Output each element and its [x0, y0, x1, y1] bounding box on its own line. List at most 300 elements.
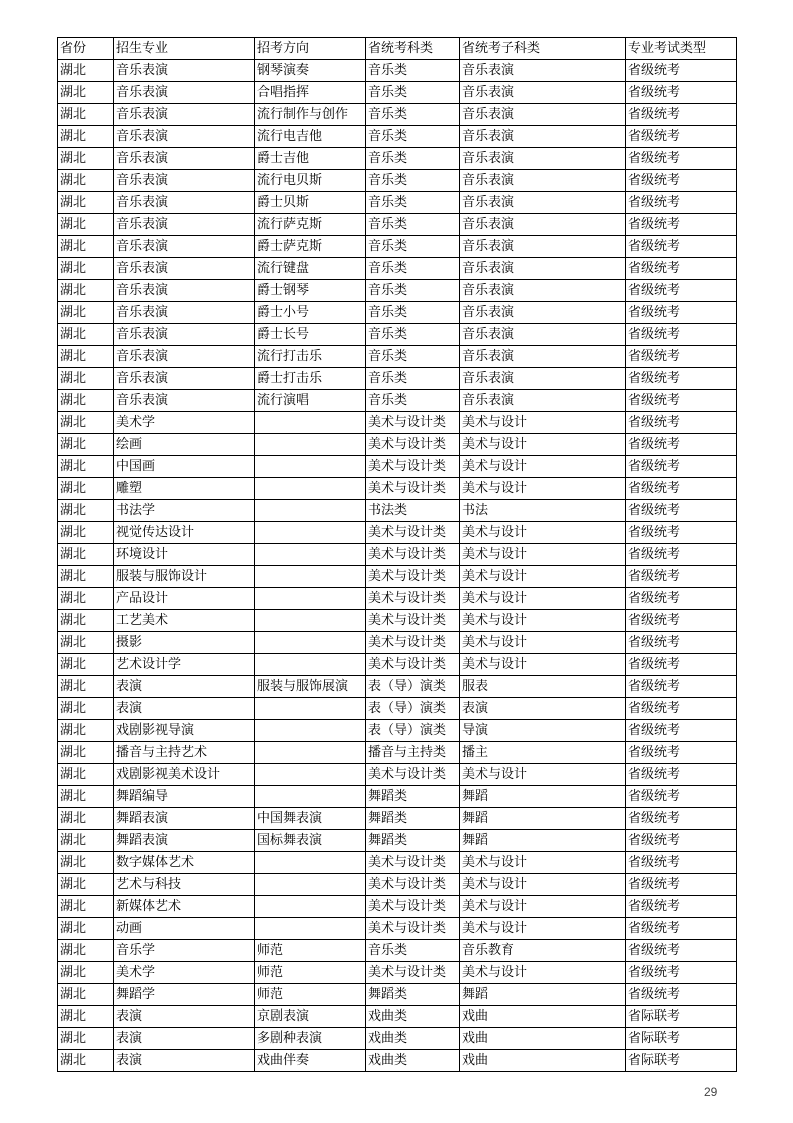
exam-category-cell: 美术与设计类: [366, 874, 460, 896]
province-cell: 湖北: [58, 258, 114, 280]
province-cell: 湖北: [58, 808, 114, 830]
exam-type-cell: 省级统考: [626, 720, 737, 742]
major-cell: 音乐表演: [114, 280, 255, 302]
province-cell: 湖北: [58, 720, 114, 742]
exam-type-cell: 省级统考: [626, 214, 737, 236]
exam-category-cell: 美术与设计类: [366, 962, 460, 984]
direction-cell: [255, 896, 366, 918]
province-cell: 湖北: [58, 918, 114, 940]
province-cell: 湖北: [58, 742, 114, 764]
exam-subcategory-cell: 音乐表演: [460, 104, 626, 126]
province-cell: 湖北: [58, 522, 114, 544]
major-cell: 环境设计: [114, 544, 255, 566]
major-cell: 音乐表演: [114, 148, 255, 170]
province-cell: 湖北: [58, 214, 114, 236]
table-row: [58, 434, 737, 456]
direction-cell: [255, 434, 366, 456]
exam-category-cell: 表（导）演类: [366, 676, 460, 698]
exam-category-cell: 音乐类: [366, 192, 460, 214]
exam-category-cell: 音乐类: [366, 302, 460, 324]
exam-category-cell: 舞蹈类: [366, 984, 460, 1006]
exam-subcategory-cell: 表演: [460, 698, 626, 720]
exam-category-cell: 美术与设计类: [366, 852, 460, 874]
exam-category-cell: 舞蹈类: [366, 830, 460, 852]
major-cell: 表演: [114, 1006, 255, 1028]
major-cell: 摄影: [114, 632, 255, 654]
table-row: [58, 390, 737, 412]
direction-cell: 爵士小号: [255, 302, 366, 324]
province-cell: 湖北: [58, 368, 114, 390]
table-row: [58, 852, 737, 874]
direction-cell: 国标舞表演: [255, 830, 366, 852]
province-cell: 湖北: [58, 478, 114, 500]
exam-subcategory-cell: 美术与设计: [460, 764, 626, 786]
table-row: [58, 478, 737, 500]
exam-subcategory-cell: 音乐表演: [460, 390, 626, 412]
major-cell: 音乐表演: [114, 368, 255, 390]
exam-type-cell: 省级统考: [626, 236, 737, 258]
exam-subcategory-cell: 美术与设计: [460, 588, 626, 610]
exam-category-cell: 戏曲类: [366, 1050, 460, 1072]
exam-type-cell: 省级统考: [626, 258, 737, 280]
direction-cell: 爵士打击乐: [255, 368, 366, 390]
exam-type-cell: 省级统考: [626, 434, 737, 456]
direction-cell: [255, 786, 366, 808]
province-cell: 湖北: [58, 632, 114, 654]
exam-subcategory-cell: 美术与设计: [460, 632, 626, 654]
province-cell: 湖北: [58, 654, 114, 676]
direction-cell: 合唱指挥: [255, 82, 366, 104]
major-cell: 音乐表演: [114, 104, 255, 126]
exam-subcategory-cell: 音乐表演: [460, 214, 626, 236]
province-cell: 湖北: [58, 984, 114, 1006]
exam-type-cell: 省级统考: [626, 610, 737, 632]
major-cell: 服装与服饰设计: [114, 566, 255, 588]
exam-category-cell: 美术与设计类: [366, 522, 460, 544]
exam-type-cell: 省级统考: [626, 830, 737, 852]
exam-category-cell: 戏曲类: [366, 1006, 460, 1028]
major-cell: 戏剧影视美术设计: [114, 764, 255, 786]
major-cell: 音乐表演: [114, 302, 255, 324]
province-cell: 湖北: [58, 170, 114, 192]
exam-subcategory-cell: 舞蹈: [460, 808, 626, 830]
exam-category-cell: 播音与主持类: [366, 742, 460, 764]
exam-category-cell: 音乐类: [366, 60, 460, 82]
direction-cell: 京剧表演: [255, 1006, 366, 1028]
major-cell: 艺术设计学: [114, 654, 255, 676]
exam-type-cell: 省级统考: [626, 962, 737, 984]
table-row: [58, 192, 737, 214]
direction-cell: 师范: [255, 984, 366, 1006]
exam-type-cell: 省级统考: [626, 940, 737, 962]
header-exam-subcategory: 省统考子科类: [460, 38, 626, 60]
page-number: 29: [704, 1085, 718, 1099]
table-row: [58, 104, 737, 126]
direction-cell: [255, 522, 366, 544]
major-cell: 音乐表演: [114, 390, 255, 412]
header-major: 招生专业: [114, 38, 255, 60]
direction-cell: 爵士钢琴: [255, 280, 366, 302]
exam-subcategory-cell: 美术与设计: [460, 962, 626, 984]
exam-category-cell: 美术与设计类: [366, 896, 460, 918]
major-cell: 音乐表演: [114, 170, 255, 192]
exam-subcategory-cell: 音乐表演: [460, 346, 626, 368]
province-cell: 湖北: [58, 60, 114, 82]
table-row: [58, 412, 737, 434]
table-row: [58, 588, 737, 610]
direction-cell: 流行制作与创作: [255, 104, 366, 126]
exam-category-cell: 音乐类: [366, 148, 460, 170]
province-cell: 湖北: [58, 852, 114, 874]
major-cell: 表演: [114, 1028, 255, 1050]
exam-type-cell: 省级统考: [626, 302, 737, 324]
table-header-row: [58, 38, 737, 60]
table-row: [58, 60, 737, 82]
table-row: [58, 214, 737, 236]
major-cell: 舞蹈学: [114, 984, 255, 1006]
direction-cell: 钢琴演奏: [255, 60, 366, 82]
exam-type-cell: 省级统考: [626, 896, 737, 918]
table-row: [58, 280, 737, 302]
major-cell: 音乐表演: [114, 82, 255, 104]
table-row: [58, 786, 737, 808]
direction-cell: 多剧种表演: [255, 1028, 366, 1050]
exam-type-cell: 省级统考: [626, 786, 737, 808]
direction-cell: [255, 456, 366, 478]
exam-subcategory-cell: 舞蹈: [460, 984, 626, 1006]
direction-cell: [255, 852, 366, 874]
province-cell: 湖北: [58, 324, 114, 346]
province-cell: 湖北: [58, 346, 114, 368]
province-cell: 湖北: [58, 544, 114, 566]
direction-cell: [255, 874, 366, 896]
major-cell: 绘画: [114, 434, 255, 456]
direction-cell: [255, 764, 366, 786]
exam-subcategory-cell: 音乐表演: [460, 258, 626, 280]
exam-subcategory-cell: 戏曲: [460, 1028, 626, 1050]
major-cell: 数字媒体艺术: [114, 852, 255, 874]
table-row: [58, 368, 737, 390]
table-row: [58, 302, 737, 324]
province-cell: 湖北: [58, 962, 114, 984]
province-cell: 湖北: [58, 566, 114, 588]
exam-subcategory-cell: 美术与设计: [460, 544, 626, 566]
major-cell: 音乐表演: [114, 214, 255, 236]
exam-type-cell: 省级统考: [626, 984, 737, 1006]
direction-cell: 流行电吉他: [255, 126, 366, 148]
exam-subcategory-cell: 音乐表演: [460, 126, 626, 148]
table-row: [58, 236, 737, 258]
province-cell: 湖北: [58, 236, 114, 258]
direction-cell: 流行电贝斯: [255, 170, 366, 192]
exam-subcategory-cell: 导演: [460, 720, 626, 742]
direction-cell: [255, 632, 366, 654]
exam-subcategory-cell: 服表: [460, 676, 626, 698]
exam-category-cell: 音乐类: [366, 214, 460, 236]
table-row: [58, 126, 737, 148]
exam-subcategory-cell: 美术与设计: [460, 654, 626, 676]
direction-cell: 爵士吉他: [255, 148, 366, 170]
table-row: [58, 632, 737, 654]
direction-cell: 流行键盘: [255, 258, 366, 280]
exam-category-cell: 音乐类: [366, 346, 460, 368]
direction-cell: [255, 588, 366, 610]
province-cell: 湖北: [58, 940, 114, 962]
direction-cell: [255, 412, 366, 434]
table-row: [58, 676, 737, 698]
exam-subcategory-cell: 音乐表演: [460, 236, 626, 258]
table-row: [58, 500, 737, 522]
exam-subcategory-cell: 书法: [460, 500, 626, 522]
province-cell: 湖北: [58, 698, 114, 720]
exam-type-cell: 省级统考: [626, 280, 737, 302]
exam-category-cell: 音乐类: [366, 280, 460, 302]
exam-subcategory-cell: 美术与设计: [460, 918, 626, 940]
major-cell: 音乐表演: [114, 236, 255, 258]
direction-cell: 中国舞表演: [255, 808, 366, 830]
table-row: [58, 346, 737, 368]
province-cell: 湖北: [58, 874, 114, 896]
exam-type-cell: 省级统考: [626, 566, 737, 588]
exam-subcategory-cell: 戏曲: [460, 1050, 626, 1072]
exam-type-cell: 省级统考: [626, 808, 737, 830]
exam-subcategory-cell: 美术与设计: [460, 456, 626, 478]
major-cell: 表演: [114, 1050, 255, 1072]
table-row: [58, 654, 737, 676]
table-row: [58, 566, 737, 588]
exam-type-cell: 省级统考: [626, 874, 737, 896]
exam-subcategory-cell: 美术与设计: [460, 566, 626, 588]
table-row: [58, 918, 737, 940]
major-cell: 舞蹈表演: [114, 808, 255, 830]
province-cell: 湖北: [58, 390, 114, 412]
exam-category-cell: 美术与设计类: [366, 610, 460, 632]
direction-cell: 服装与服饰展演: [255, 676, 366, 698]
table-row: [58, 720, 737, 742]
table-row: [58, 456, 737, 478]
table-row: [58, 764, 737, 786]
table-body: [58, 60, 737, 1072]
major-cell: 舞蹈编导: [114, 786, 255, 808]
exam-subcategory-cell: 美术与设计: [460, 522, 626, 544]
exam-type-cell: 省级统考: [626, 742, 737, 764]
exam-category-cell: 音乐类: [366, 170, 460, 192]
exam-subcategory-cell: 戏曲: [460, 1006, 626, 1028]
major-cell: 表演: [114, 676, 255, 698]
exam-subcategory-cell: 音乐表演: [460, 368, 626, 390]
exam-category-cell: 美术与设计类: [366, 588, 460, 610]
direction-cell: [255, 654, 366, 676]
province-cell: 湖北: [58, 764, 114, 786]
major-cell: 美术学: [114, 962, 255, 984]
exam-subcategory-cell: 美术与设计: [460, 478, 626, 500]
exam-type-cell: 省级统考: [626, 170, 737, 192]
major-cell: 音乐表演: [114, 126, 255, 148]
table-row: [58, 896, 737, 918]
table-row: [58, 984, 737, 1006]
major-cell: 艺术与科技: [114, 874, 255, 896]
exam-subcategory-cell: 美术与设计: [460, 434, 626, 456]
exam-type-cell: 省级统考: [626, 852, 737, 874]
exam-category-cell: 美术与设计类: [366, 412, 460, 434]
direction-cell: 爵士贝斯: [255, 192, 366, 214]
exam-type-cell: 省级统考: [626, 654, 737, 676]
direction-cell: 流行萨克斯: [255, 214, 366, 236]
exam-category-cell: 音乐类: [366, 82, 460, 104]
province-cell: 湖北: [58, 588, 114, 610]
table-row: [58, 258, 737, 280]
table-row: [58, 522, 737, 544]
major-cell: 雕塑: [114, 478, 255, 500]
exam-type-cell: 省级统考: [626, 82, 737, 104]
table-row: [58, 82, 737, 104]
exam-type-cell: 省级统考: [626, 918, 737, 940]
province-cell: 湖北: [58, 412, 114, 434]
admissions-table: [57, 37, 737, 1072]
exam-subcategory-cell: 音乐表演: [460, 324, 626, 346]
exam-type-cell: 省际联考: [626, 1050, 737, 1072]
exam-type-cell: 省级统考: [626, 346, 737, 368]
exam-category-cell: 舞蹈类: [366, 808, 460, 830]
exam-type-cell: 省级统考: [626, 676, 737, 698]
direction-cell: [255, 698, 366, 720]
major-cell: 音乐表演: [114, 192, 255, 214]
direction-cell: 流行演唱: [255, 390, 366, 412]
major-cell: 表演: [114, 698, 255, 720]
province-cell: 湖北: [58, 148, 114, 170]
major-cell: 音乐表演: [114, 324, 255, 346]
exam-category-cell: 音乐类: [366, 368, 460, 390]
table-row: [58, 324, 737, 346]
major-cell: 音乐学: [114, 940, 255, 962]
major-cell: 产品设计: [114, 588, 255, 610]
exam-type-cell: 省级统考: [626, 148, 737, 170]
exam-subcategory-cell: 美术与设计: [460, 896, 626, 918]
table-row: [58, 830, 737, 852]
province-cell: 湖北: [58, 434, 114, 456]
exam-category-cell: 音乐类: [366, 126, 460, 148]
direction-cell: [255, 478, 366, 500]
exam-type-cell: 省级统考: [626, 588, 737, 610]
table-row: [58, 544, 737, 566]
exam-category-cell: 音乐类: [366, 258, 460, 280]
exam-category-cell: 音乐类: [366, 390, 460, 412]
exam-subcategory-cell: 播主: [460, 742, 626, 764]
exam-category-cell: 美术与设计类: [366, 764, 460, 786]
table-row: [58, 1028, 737, 1050]
major-cell: 戏剧影视导演: [114, 720, 255, 742]
major-cell: 播音与主持艺术: [114, 742, 255, 764]
header-exam-category: 省统考科类: [366, 38, 460, 60]
province-cell: 湖北: [58, 280, 114, 302]
exam-type-cell: 省级统考: [626, 764, 737, 786]
table-row: [58, 1006, 737, 1028]
province-cell: 湖北: [58, 610, 114, 632]
table-row: [58, 698, 737, 720]
province-cell: 湖北: [58, 896, 114, 918]
table-row: [58, 874, 737, 896]
exam-category-cell: 美术与设计类: [366, 632, 460, 654]
direction-cell: [255, 720, 366, 742]
exam-category-cell: 表（导）演类: [366, 720, 460, 742]
exam-category-cell: 美术与设计类: [366, 434, 460, 456]
direction-cell: [255, 610, 366, 632]
exam-subcategory-cell: 美术与设计: [460, 852, 626, 874]
major-cell: 动画: [114, 918, 255, 940]
major-cell: 音乐表演: [114, 346, 255, 368]
province-cell: 湖北: [58, 82, 114, 104]
direction-cell: 流行打击乐: [255, 346, 366, 368]
exam-category-cell: 美术与设计类: [366, 544, 460, 566]
exam-type-cell: 省级统考: [626, 412, 737, 434]
province-cell: 湖北: [58, 104, 114, 126]
exam-subcategory-cell: 音乐表演: [460, 280, 626, 302]
province-cell: 湖北: [58, 126, 114, 148]
exam-type-cell: 省级统考: [626, 324, 737, 346]
major-cell: 音乐表演: [114, 60, 255, 82]
header-exam-type: 专业考试类型: [626, 38, 737, 60]
exam-type-cell: 省级统考: [626, 522, 737, 544]
table-row: [58, 170, 737, 192]
exam-type-cell: 省级统考: [626, 500, 737, 522]
exam-type-cell: 省级统考: [626, 126, 737, 148]
direction-cell: 爵士长号: [255, 324, 366, 346]
exam-type-cell: 省级统考: [626, 632, 737, 654]
exam-category-cell: 表（导）演类: [366, 698, 460, 720]
exam-type-cell: 省级统考: [626, 544, 737, 566]
direction-cell: [255, 566, 366, 588]
exam-subcategory-cell: 美术与设计: [460, 412, 626, 434]
exam-subcategory-cell: 音乐表演: [460, 170, 626, 192]
province-cell: 湖北: [58, 786, 114, 808]
exam-subcategory-cell: 音乐教育: [460, 940, 626, 962]
direction-cell: [255, 918, 366, 940]
exam-category-cell: 舞蹈类: [366, 786, 460, 808]
exam-subcategory-cell: 音乐表演: [460, 60, 626, 82]
exam-subcategory-cell: 美术与设计: [460, 610, 626, 632]
exam-type-cell: 省级统考: [626, 104, 737, 126]
exam-type-cell: 省级统考: [626, 698, 737, 720]
exam-subcategory-cell: 美术与设计: [460, 874, 626, 896]
exam-type-cell: 省级统考: [626, 368, 737, 390]
direction-cell: 戏曲伴奏: [255, 1050, 366, 1072]
exam-subcategory-cell: 舞蹈: [460, 786, 626, 808]
exam-category-cell: 美术与设计类: [366, 918, 460, 940]
exam-type-cell: 省际联考: [626, 1028, 737, 1050]
direction-cell: 师范: [255, 940, 366, 962]
major-cell: 视觉传达设计: [114, 522, 255, 544]
exam-category-cell: 音乐类: [366, 236, 460, 258]
exam-type-cell: 省级统考: [626, 456, 737, 478]
header-direction: 招考方向: [255, 38, 366, 60]
exam-type-cell: 省级统考: [626, 60, 737, 82]
exam-category-cell: 美术与设计类: [366, 654, 460, 676]
province-cell: 湖北: [58, 500, 114, 522]
exam-subcategory-cell: 舞蹈: [460, 830, 626, 852]
table-row: [58, 940, 737, 962]
exam-type-cell: 省级统考: [626, 390, 737, 412]
province-cell: 湖北: [58, 830, 114, 852]
exam-type-cell: 省级统考: [626, 192, 737, 214]
province-cell: 湖北: [58, 456, 114, 478]
exam-category-cell: 书法类: [366, 500, 460, 522]
direction-cell: 爵士萨克斯: [255, 236, 366, 258]
direction-cell: [255, 500, 366, 522]
province-cell: 湖北: [58, 1050, 114, 1072]
exam-category-cell: 美术与设计类: [366, 566, 460, 588]
exam-subcategory-cell: 音乐表演: [460, 148, 626, 170]
major-cell: 美术学: [114, 412, 255, 434]
